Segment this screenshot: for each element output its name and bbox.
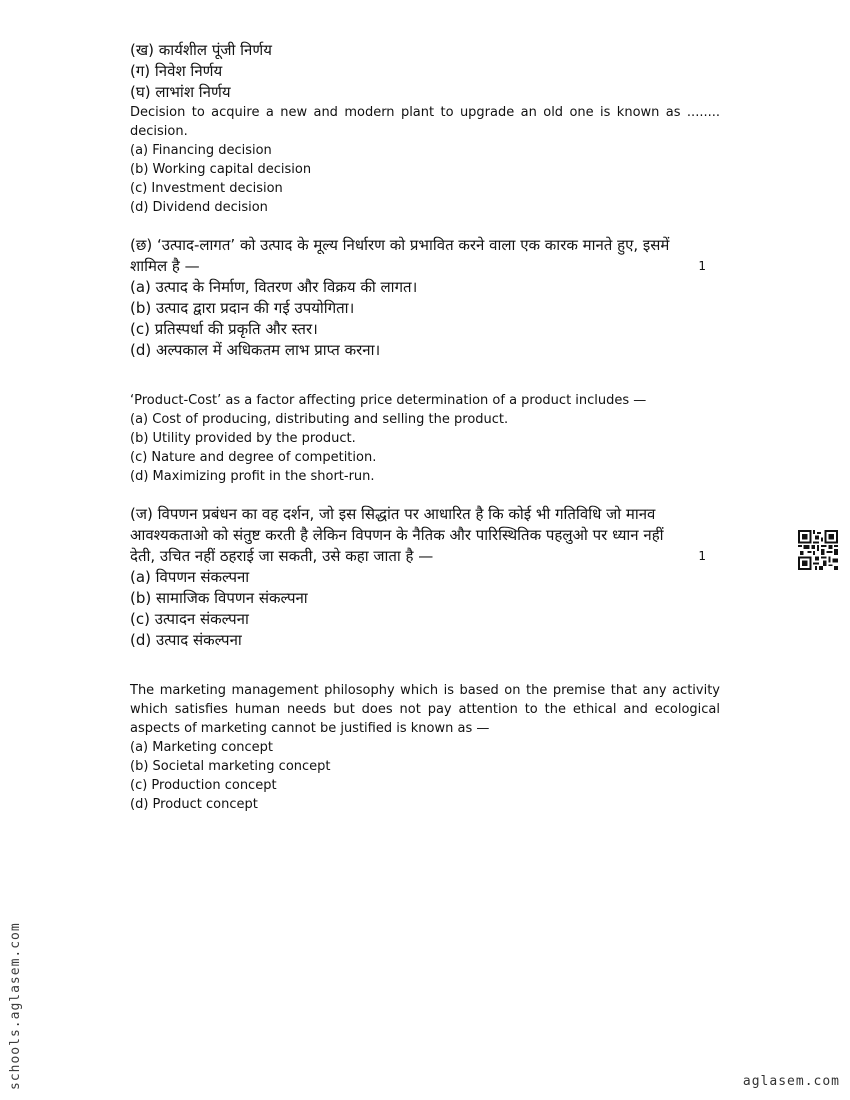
hindi-option: (ख) कार्यशील पूंजी निर्णय (130, 41, 272, 59)
english-option: (c) Nature and degree of competition. (130, 450, 377, 465)
question-page (130, 40, 720, 814)
hindi-option: (d) अल्पकाल में अधिकतम लाभ प्राप्त करना। (130, 341, 381, 359)
marks-label: 1 (698, 259, 706, 273)
hindi-question-line (130, 256, 720, 277)
english-option: (b) Societal marketing concept (130, 759, 331, 774)
english-question: Decision to acquire a new and modern plant to upgrade an old one is known as ........ decision. (130, 105, 720, 139)
english-option: (a) Financing decision (130, 143, 272, 158)
english-option: (b) Utility provided by the product. (130, 431, 356, 446)
side-watermark: schools.aglasem.com (8, 922, 23, 1090)
english-option: (d) Dividend decision (130, 200, 268, 215)
hindi-option: (a) विपणन संकल्पना (130, 568, 250, 586)
hindi-option: (a) उत्पाद के निर्माण, वितरण और विक्रय की लागत। (130, 278, 418, 296)
hindi-option: (b) सामाजिक विपणन संकल्पना (130, 589, 308, 607)
hindi-option: (c) उत्पादन संकल्पना (130, 610, 249, 628)
english-option: (d) Maximizing profit in the short-run. (130, 469, 375, 484)
qr-code-icon[interactable] (798, 530, 838, 570)
hindi-option: (ग) निवेश निर्णय (130, 62, 223, 80)
hindi-option: (b) उत्पाद द्वारा प्रदान की गई उपयोगिता। (130, 299, 355, 317)
hindi-question-line (130, 546, 720, 567)
hindi-option: (d) उत्पाद संकल्पना (130, 631, 242, 649)
english-question: The marketing management philosophy which is based on the premise that any activity which satisfies human needs but does not pay attention to the ethical and ecological aspects of marketing cannot be justified is known as — (130, 683, 720, 736)
marks-label: 1 (698, 549, 706, 563)
english-option: (c) Investment decision (130, 181, 283, 196)
english-option: (b) Working capital decision (130, 162, 312, 177)
hindi-question-line: (छ) ‘उत्पाद-लागत’ को उत्पाद के मूल्य निर्धारण को प्रभावित करने वाला एक कारक मानते हुए, इसमें (130, 236, 670, 254)
hindi-option: (c) प्रतिस्पर्धा की प्रकृति और स्तर। (130, 320, 318, 338)
hindi-question-line: आवश्यकताओ को संतुष्ट करती है लेकिन विपणन के नैतिक और पारिस्थितिक पहलुओ पर ध्यान नहीं (130, 526, 664, 544)
english-option: (a) Marketing concept (130, 740, 273, 755)
hindi-question-text: शामिल है — (130, 257, 200, 275)
english-question: ‘Product-Cost’ as a factor affecting price determination of a product includes — (130, 393, 647, 408)
hindi-option: (घ) लाभांश निर्णय (130, 83, 231, 101)
footer-watermark: aglasem.com (742, 1074, 840, 1089)
hindi-question-text: देती, उचित नहीं ठहराई जा सकती, उसे कहा जाता है — (130, 547, 434, 565)
english-option: (a) Cost of producing, distributing and selling the product. (130, 412, 509, 427)
english-option: (c) Production concept (130, 778, 277, 793)
hindi-question-line: (ज) विपणन प्रबंधन का वह दर्शन, जो इस सिद्धांत पर आधारित है कि कोई भी गतिविधि जो मानव (130, 505, 656, 523)
english-option: (d) Product concept (130, 797, 258, 812)
